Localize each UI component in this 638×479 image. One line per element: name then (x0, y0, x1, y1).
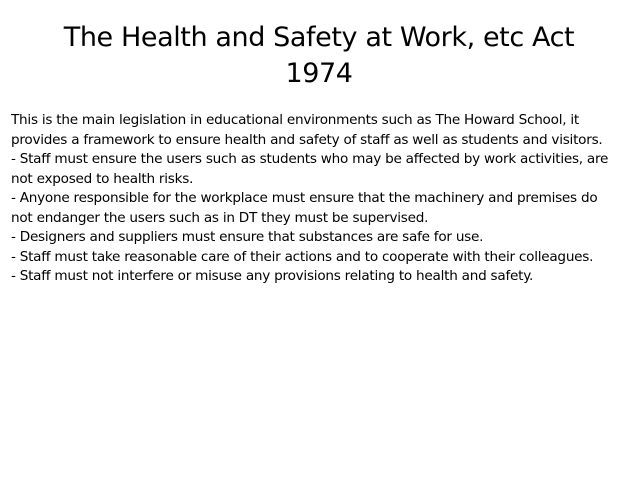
bullet-point: - Staff must take reasonable care of their actions and to cooperate with their colleagues. (11, 248, 594, 265)
slide-title-line-1: The Health and Safety at Work, etc Act (63, 22, 575, 53)
slide-title (30, 20, 608, 92)
bullet-point: - Staff must ensure the users such as students who may be affected by work activities, are not exposed to health risks. (11, 151, 609, 187)
intro-paragraph: This is the main legislation in educational environments such as The Howard School, it provides a framework to ensure health and safety of staff as well as students and visitors. (11, 112, 603, 148)
slide-body (11, 111, 611, 287)
slide-title-line-2: 1974 (285, 58, 353, 89)
bullet-point: - Designers and suppliers must ensure that substances are safe for use. (11, 229, 484, 245)
bullet-point: - Staff must not interfere or misuse any provisions relating to health and safety. (11, 268, 534, 284)
bullet-point: - Anyone responsible for the workplace must ensure that the machinery and premises do not endanger the users such as in DT they must be supervised. (11, 190, 598, 226)
